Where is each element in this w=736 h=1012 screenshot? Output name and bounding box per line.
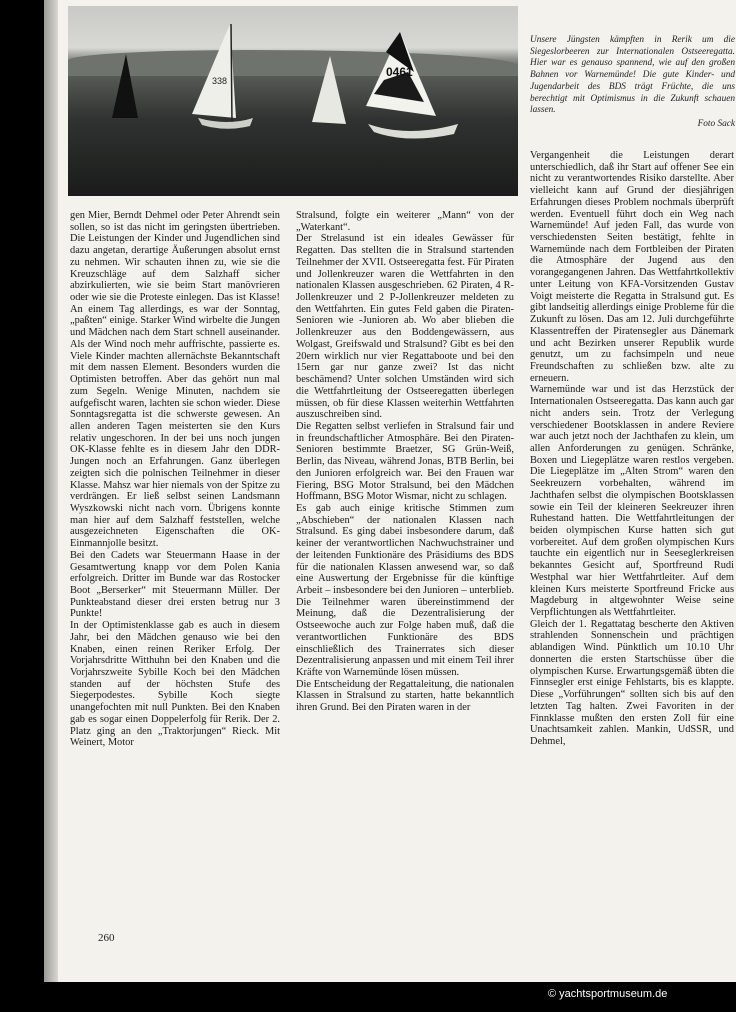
paragraph: Der Strelasund ist ein ideales Gewässer für Regatten. Das stellten die in Stralsund startenden Teilnehmer der XVII. Ostseeregatta fest. Für Piraten und Jollenkreuzer waren die Wettfahrten in den nationalen Klassen ausgeschrieben. 62 Piraten, 4 R-Jollenkreuzer und 2 P-Jollenkreuzer meldeten zu den Wettfahrten. Ein gutes Feld gaben die Piraten-Senioren wie -Junioren ab. Wo aber blieben die Jollenkreuzer aus den Boddengewässern, aus Wolgast, Greifswald und Stralsund? Gibt es bei den 20ern wirklich nur vier Regattaboote und bei den 15ern gar nur ganze zwei? Ist das nicht beschämend? Unter solchen Umständen wird sich die Wettfahrtleitung der Ostseeregatten überlegen müssen, ob für diese Klassen weiterhin Wettfahrten auszuschreiben sind. (296, 233, 514, 421)
paragraph: Es gab auch einige kritische Stimmen zum „Abschieben“ der nationalen Klassen nach Stralsund. Es ging dabei insbesondere darum, daß keiner der verantwortlichen Nachwuchstrainer und der leitenden Funktionäre des Präsidiums des BDS für die nationalen Klassen anwesend war, so daß eine Auswertung der Ergebnisse für die künftige Arbeit – insbesondere bei den Junioren – unterblieb. Die Teilnehmer waren übereinstimmend der Meinung, daß die Dezentralisierung der Ostseewoche auch zur Folge haben muß, daß die verantwortlichen Funktionäre des BDS einschließlich des Trainerrates sich dieser Dezentralisierung anpassen und mit einem Teil ihrer Kräfte von Warnemünde lösen müssen. (296, 502, 514, 679)
sailing-photo (68, 6, 518, 196)
paragraph: In der Optimistenklasse gab es auch in diesem Jahr, bei den Mädchen genauso wie bei den Knaben, einen reinen Reriker Erfolg. Der Vorjahrsdritte Witthuhn bei den Knaben und die Vorjahrszweite Sybille Koch bei den Mädchen standen auf der höchsten Stufe des Siegerpodestes. Sybille Koch siegte unangefochten mit null Punkten. Bei den Knaben gab es sogar einen Doppelerfolg für Rerik. Der 2. Platz ging an den „Traktorjungen“ Rieck. Mit Weinert, Motor (70, 620, 280, 749)
paragraph: Gleich der 1. Regattatag bescherte den Aktiven strahlenden Sonnenschein und prächtigen ablandigen Wind. Pünktlich um 10.10 Uhr donnerten die ersten Startschüsse über die olympischen Kurse. Erwartungsgemäß übten die Finnsegler erst einige Fehlstarts, bis es klappte. Diese „Vorführungen“ sollten sich bis auf den letzten Tag halten. Zwei Favoriten in der Finnklasse mußten den ersten Zoll für eine Unachtsamkeit zahlen. Mankin, UdSSR, und Dehmel, (530, 618, 734, 747)
paragraph: Warnemünde war und ist das Herzstück der Internationalen Ostseeregatta. Das kann auch gar nicht anders sein. Trotz der Verlegung verschiedener Bootsklassen in andere Reviere war auch jetzt noch der Jachthafen zu klein, um allen Anforderungen zu genügen. Schränke, Boxen und Liegeplätze waren restlos vergeben. Die Liegeplätze im „Alten Strom“ waren den Seekreuzern vorbehalten, während im Jachthafen selbst die olympischen Bootsklassen sowie ein Teil der kleineren Seekreuzer ihren Ruhestand hatten. Die Wettfahrtleitungen der beiden olympischen Kurse hatten sich gut vorbereitet. Auf dem großen olympischen Kurs tauchte ein eigentlich nur in Seeseglerkreisen bekanntes Gesicht auf, Sportfreund Rudi Westphal war hier Wettfahrtleiter. Auf dem kleinen Kurs meisterte Sportfreund Fricke aus Magdeburg in altgewohnter Weise seine Verpflichtungen als Wettfahrtleiter. (530, 384, 734, 619)
page-number: 260 (98, 932, 115, 944)
paragraph: Bei den Cadets war Steuermann Haase in der Gesamtwertung knapp vor dem Polen Kania erfolgreich. Dritter im Bunde war das Rostocker Boot „Berserker“ mit Steuermann Müller. Der Punkteabstand dieser drei ersten betrug nur 3 Punkte! (70, 549, 280, 620)
page-binding-shadow (44, 0, 58, 982)
paragraph: Die Entscheidung der Regattaleitung, die nationalen Klassen in Stralsund zu starten, hatte bekanntlich ihren Grund. Bei den Piraten waren in der (296, 678, 514, 714)
sail-number-0461: 0461 (386, 65, 413, 79)
text-column-3 (530, 150, 734, 748)
paragraph: Stralsund, folgte ein weiterer „Mann“ von der „Waterkant“. (296, 210, 514, 233)
photo-credit: Foto Sack (697, 118, 735, 129)
caption-text: Unsere Jüngsten kämpften in Rerik um die Siegeslorbeeren zur Internationalen Ostseeregatta. Hier war es genauso spannend, wie auf den großen Bahnen vor Warnemünde! Die gute Kinder- und Jugendarbeit des BDS trägt Früchte, die uns berechtigt mit Optimismus in die Zukunft schauen lassen. (530, 35, 735, 116)
text-column-1 (70, 210, 280, 749)
paragraph: Die Regatten selbst verliefen in Stralsund fair und in freundschaftlicher Atmosphäre. Bei den Piraten-Senioren bestimmte Braetzer, SG Grün-Weiß, Berlin, das Niveau, während Jonas, BTB Berlin, bei den Junioren erfolgreich war. Bei den Frauen war Fiering, BSG Motor Stralsund, bei den Mädchen Hoffmann, BSG Motor Wismar, nicht zu schlagen. (296, 420, 514, 503)
watermark-footer: © yachtsportmuseum.de (548, 988, 668, 1000)
sail-number-338: 338 (212, 76, 228, 86)
photo-sailboats (68, 6, 518, 196)
photo-caption (530, 35, 735, 131)
paragraph: gen Mier, Berndt Dehmel oder Peter Ahrendt sein sollen, so ist das nicht im geringsten übertrieben. Die Leistungen der Kinder und Jugendlichen sind dazu angetan, derartige Äußerungen absolut ernst zu nehmen. Wir schauten ihnen zu, wie sie die Kreuzschläge auf dem Salzhaff sicher abzirkulierten, wie sie beim Start manövrieren oder wie sie die Proteste einlegen. Das ist Klasse! An einem Tag allerdings, es war der Sonntag, „paßten“ einige. Starker Wind wirbelte die Jungen und Mädchen nach dem Start schnell auseinander. Als der Wind noch mehr auffrischte, passierte es. Viele Kinder machten allernächste Bekanntschaft mit dem nassen Element. Besonders wurden die Optimisten betroffen. Aber das gehört nun mal zum Segeln. Wenige Minuten, nachdem sie aufgefischt waren, lachten sie schon wieder. Diese Sonntagsregatta ist die schwerste gewesen. An allen anderen Tagen meisterten sie den Kurs relativ ungeschoren. In der bei uns noch jungen OK-Klasse fehlte es in diesem Jahr den DDR-Jungen noch an Erfahrungen. Ganz überlegen zeigten sich die polnischen Teilnehmer in dieser Klasse. Mahsz war hier niemals von der Spitze zu verdrängen. Er ließ selbst seinen Landsmann Wyszkowski nicht nach vorn. Übrigens konnte man hier auf dem Salzhaff feststellen, welche ausgezeichneten Eigenschaften die OK-Einmannjolle besitzt. (70, 210, 280, 550)
text-column-2 (296, 210, 514, 714)
paragraph: Vergangenheit die Leistungen derart unterschiedlich, daß ihr Start auf offener See ein nicht zu verantwortendes Risiko darstellte. Aber vielleicht kann auf Grund der diesjährigen Erfahrungen dieses Problem nochmals überprüft werden. Eventuell führt doch ein Weg nach Warnemünde! Auf jeden Fall, das wurde von verschiedensten Seiten bestätigt, fehlte in Warnemünde nach dem Fortbleiben der Piraten die Atmosphäre der Jugend aus den vorangegangenen Jahren. Das Wettfahrtkollektiv unter Leitung von KFA-Vorsitzenden Gustav Voigt meisterte die Regatta in Stralsund gut. Es gibt landseitig allerdings einige Probleme für die Zukunft zu lösen. Das am 12. Juli durchgeführte Klassentreffen der Piratensegler aus Dänemark und acht Bezirken unserer Republik wurde genutzt, um zu fachsimpeln und neue Freundschaften zu schließen bzw. alte zu erneuern. (530, 150, 734, 384)
magazine-page (44, 0, 736, 982)
